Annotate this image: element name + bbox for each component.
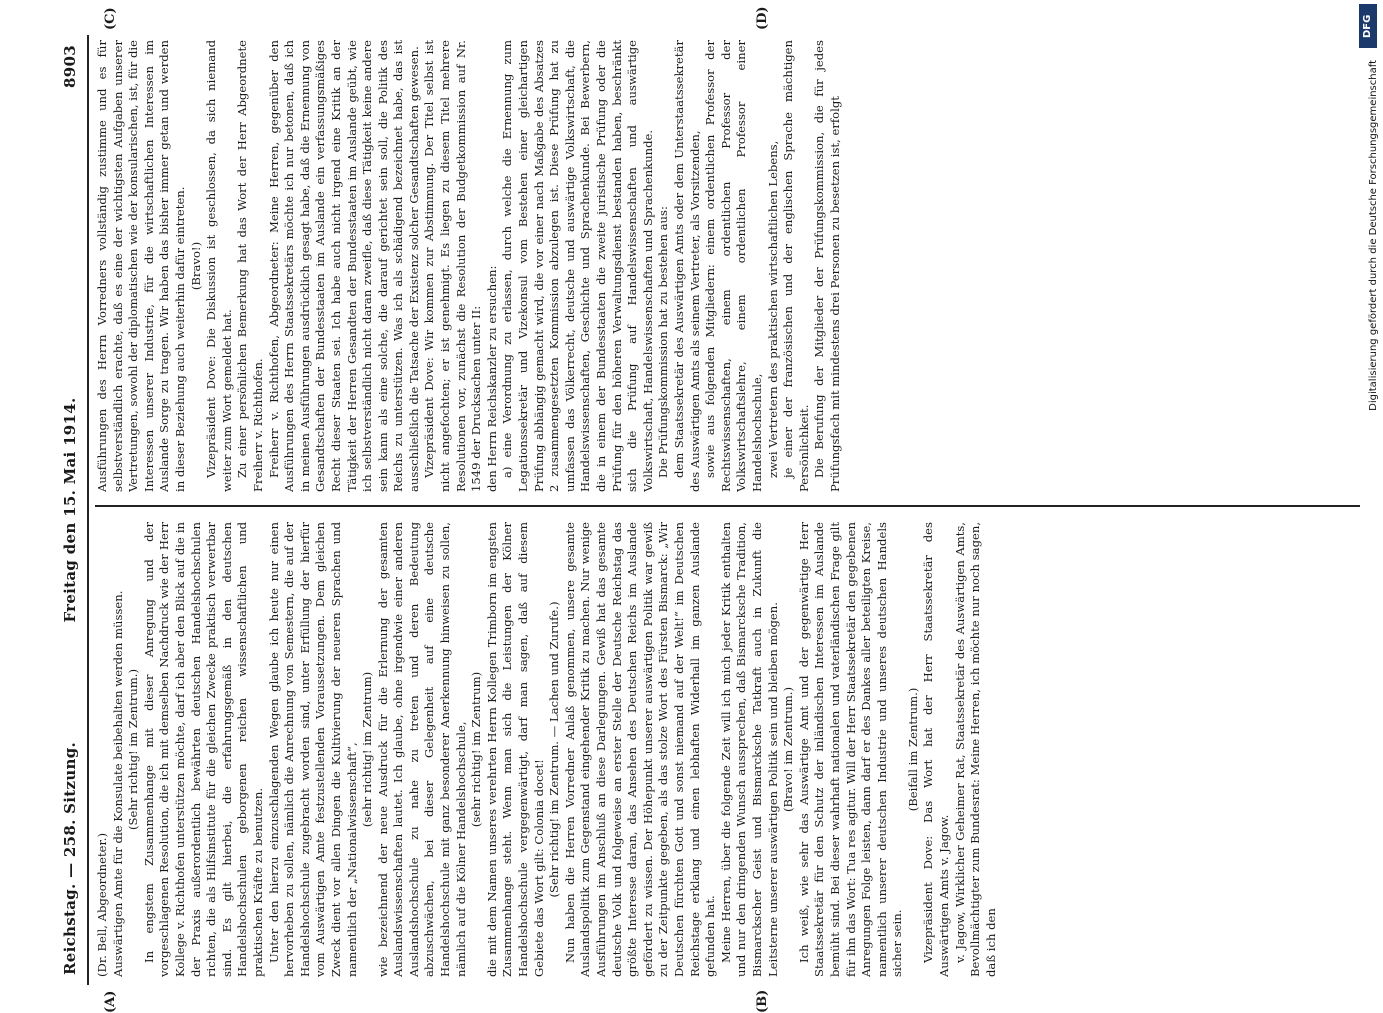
page-number: 8903 [61, 45, 79, 88]
margin-mark-b: (B) [755, 989, 770, 1013]
paragraph: Die Prüfungskommission hat zu bestehen aus: [656, 206, 671, 478]
paragraph: Vizepräsident Dove: Das Wort hat der Herr Staatssekretär des Auswärtigen Amts v. Jagow. [921, 522, 952, 977]
margin-mark-a: (A) [103, 990, 118, 1013]
paragraph: (Bravo! im Zentrum.) [781, 687, 796, 813]
paragraph: Nun haben die Herren Vorredner Anlaß genommen, unsere gesamte Auslandspolitik zum Gegenstand eingehender Kritik zu machen. Nur wenige Ausführungen im Anschluß an diese Darlegungen. Gewiß hat das gesamte deutsche Volk und folgeweise an erster Stelle der Deutsche Reichstag das größte Interesse daran, das Ansehen des Deutschen Reichs im Auslande gefördert zu wissen. Der Höhepunkt unserer auswärtigen Politik war gewiß zu der Zeitpunkte gegeben, als das stolze Wort des Fürsten Bismarck: „Wir Deutschen fürchten Gott und sonst niemand auf der Welt!“ im Deutschen Reichstage erklang und einen lebhaften Widerhall im ganzen Auslande gefunden hat. [562, 522, 718, 977]
paragraph: (Dr. Bell, Abgeordneter.) [95, 833, 109, 977]
rotated-page-content [55, 6, 1360, 1013]
paragraph: (Sehr richtig! im Zentrum. — Lachen und Zurufe.) [547, 601, 562, 898]
digitization-credit: Digitalisierung gefördert durch die Deutsche Forschungsgemeinschaft [1368, 60, 1379, 411]
paragraph: die mit dem Namen unseres verehrten Herrn Kollegen Trimborn im engsten Zusammenhange steht. Wenn man sich die Leistungen der Kölner Handelshochschule vergegenwärtigt, darf man sagen, daß auf diesem Gebiete das Wort gilt: Colonia docet! [484, 522, 546, 977]
paragraph: (sehr richtig! im Zentrum) [469, 671, 484, 828]
paragraph: Auswärtigen Amte für die Konsulate beibehalten werden müssen. [110, 590, 125, 977]
margin-mark-c: (C) [103, 7, 118, 30]
text-column-right [95, 40, 1360, 492]
paragraph: a) eine Verordnung zu erlassen, durch welche die Ernennung zum Legationssekretär und Vizekonsul vom Bestehen einer gleichartigen Prüfung abhängig gemacht wird, die vor einer nach Maßgabe des Absatzes 2 zusammengesetzten Kommission abzulegen ist. Diese Prüfung hat zu umfassen das Völkerrecht, deutsche und auswärtige Volkswirtschaft, die Handelswissenschaften, Geschichte und Sprachenkunde. Bei Bewerbern, die in einem der Bundesstaaten die zweite juristische Prüfung oder die Prüfung für den höheren Verwaltungsdienst bestanden haben, beschränkt sich die Prüfung auf Handelswissenschaften und auswärtige Volkswirtschaft, Handelswissenschaften und Sprachenkunde. [500, 40, 655, 492]
paragraph: (sehr richtig! im Zentrum) [360, 671, 375, 828]
header-rule [87, 35, 89, 985]
paragraph: Die Berufung der Mitglieder der Prüfungskommission, die für jedes Prüfungsfach mit mindestens drei Personen zu besetzen ist, erfolgt [812, 40, 842, 492]
dfg-logo: DFG [1359, 4, 1377, 48]
paragraph: Freiherr v. Richthofen, Abgeordneter: Meine Herren, gegenüber den Ausführungen des Herrn Staatssekretärs möchte ich nur betonen, daß ich in meinen Ausführungen ausdrücklich gesagt habe, daß die Ernennung von Gesandtschaften der Bundesstaaten im Auslande ein verfassungsmäßiges Recht dieser Staaten sei. Ich habe auch nicht irgend eine Kritik an der Tätigkeit der Herren Gesandten der Bundesstaaten im Auslande geübt, wie ich selbstverständlich nicht daran zweifle, daß diese Tätigkeit keine andere sein kann als eine solche, die darauf gerichtet sein soll, die Politik des Reichs zu unterstützen. Was ich als schädigend bezeichnet habe, das ist ausschließlich die Tatsache der Existenz solcher Gesandtschaften gewesen. [266, 40, 421, 492]
paragraph: Vizepräsident Dove: Die Diskussion ist geschlossen, da sich niemand weiter zum Wort gemeldet hat. [204, 40, 234, 492]
header-date: Freitag den 15. Mai 1914. [61, 397, 79, 623]
paragraph: Vizepräsident Dove: Wir kommen zur Abstimmung. Der Titel selbst ist nicht angefochten; er ist genehmigt. Es liegen zu diesem Titel mehrere Resolutionen vor, zunächst die Resolution der Budgetkommission auf Nr. 1549 der Drucksachen unter II: [422, 40, 484, 492]
paragraph: (Sehr richtig! im Zentrum.) [126, 669, 141, 831]
paragraph: je einer der französischen und der englischen Sprache mächtigen Persönlichkeit. [781, 40, 811, 492]
margin-mark-d: (D) [755, 6, 770, 30]
paragraph: dem Staatssekretär des Auswärtigen Amts oder dem Unterstaatssekretär des Auswärtigen Amts als seinem Vertreter, als Vorsitzenden, [671, 40, 702, 492]
paragraph: wie bezeichnend der neue Ausdruck für die Erlernung der gesamten Auslandswissenschaften lautet. Ich glaube, ohne irgendwie einer anderen Auslandshochschule zu nahe zu treten und deren Bedeutung abzuschwächen, bei dieser Gelegenheit auf eine deutsche Handelshochschule mit ganz besonderer Anerkennung hinweisen zu sollen, nämlich auf die Kölner Handelshochschule, [375, 522, 468, 977]
paragraph: Meine Herren, über die folgende Zeit will ich mich jeder Kritik enthalten und nur den dringenden Wunsch aussprechen, daß Bismarcksche Tradition, Bismarckscher Geist und Bismarcksche Tatkraft auch in Zukunft die Leitsterne unserer auswärtigen Politik sein und bleiben mögen. [718, 522, 780, 977]
paragraph: (Bravo!) [188, 241, 203, 291]
paragraph: Zu einer persönlichen Bemerkung hat das Wort der Herr Abgeordnete Freiherr v. Richthofen. [235, 40, 265, 492]
paragraph: (Beifall im Zentrum.) [905, 687, 920, 812]
paragraph: v. Jagow, Wirklicher Geheimer Rat, Staatssekretär des Auswärtigen Amts, Bevollmächtigter zum Bundesrat: Meine Herren, ich möchte nur noch sagen, daß ich den [952, 522, 998, 977]
paragraph: In engstem Zusammenhange mit dieser Anregung und der vorgeschlagenen Resolution, die ich mit demselben Nachdruck wie der Herr Kollege v. Richthofen unterstützen möchte, darf ich aber den Blick auf die in der Praxis außerordentlich bewährten deutschen Handelshochschulen richten, die als Hilfsinstitute für die gleichen Zwecke praktisch verwertbar sind. Es gilt hierbei, die erfahrungsgemäß in den deutschen Handelshochschulen geborgenen reichen wissenschaftlichen und praktischen Kräfte zu benutzen. [141, 522, 265, 977]
paragraph: zwei Vertretern des praktischen wirtschaftlichen Lebens, [765, 140, 780, 478]
header-session: Reichstag. — 258. Sitzung. [61, 741, 79, 975]
paragraph: Ausführungen des Herrn Vorredners vollständig zustimme und es für selbstverständlich erachte, daß es eine der wichtigsten Aufgaben unserer Vertretungen, sowohl der diplomatischen wie der konsularischen, ist, für die Interessen unserer Industrie, für die wirtschaftlichen Interessen im Auslande Sorge zu tragen. Wir haben das bisher immer getan und werden in dieser Beziehung auch weiterhin dafür eintreten. [95, 40, 187, 492]
text-column-left [95, 522, 1360, 977]
paragraph: den Herrn Reichskanzler zu ersuchen: [484, 265, 499, 492]
paragraph: sowie aus folgenden Mitgliedern: einem ordentlichen Professor der Rechtswissenschaften, einem ordentlichen Professor der Volkswirtschaftslehre, einem ordentlichen Professor einer Handelshochschule, [703, 40, 764, 492]
paragraph: Ich weiß, wie sehr das Auswärtige Amt und der gegenwärtige Herr Staatssekretär für den Schutz der inländischen Interessen im Auslande bemüht sind. Bei dieser wahrhaft nationalen und vaterländischen Frage gilt für ihn das Wort: Tua res agitur. Will der Herr Staatssekretär den gegebenen Anregungen Folge leisten, dann darf er des Dankes aller beteiligten Kreise, namentlich unserer deutschen Industrie und unseres deutschen Handels sicher sein. [796, 522, 905, 977]
paragraph: Unter den hierzu einzuschlagenden Wegen glaube ich heute nur einen hervorheben zu sollen, nämlich die Anrechnung von Semestern, die auf der Handelshochschule zugebracht worden sind, unter Erfüllung der hierfür vom Auswärtigen Amte festzustellenden Voraussetzungen. Dem gleichen Zweck dient vor allen Dingen die Kultivierung der neueren Sprachen und namentlich der „Nationalwissenschaft“, [266, 522, 359, 977]
page-header [55, 35, 85, 985]
column-divider [95, 506, 1360, 508]
